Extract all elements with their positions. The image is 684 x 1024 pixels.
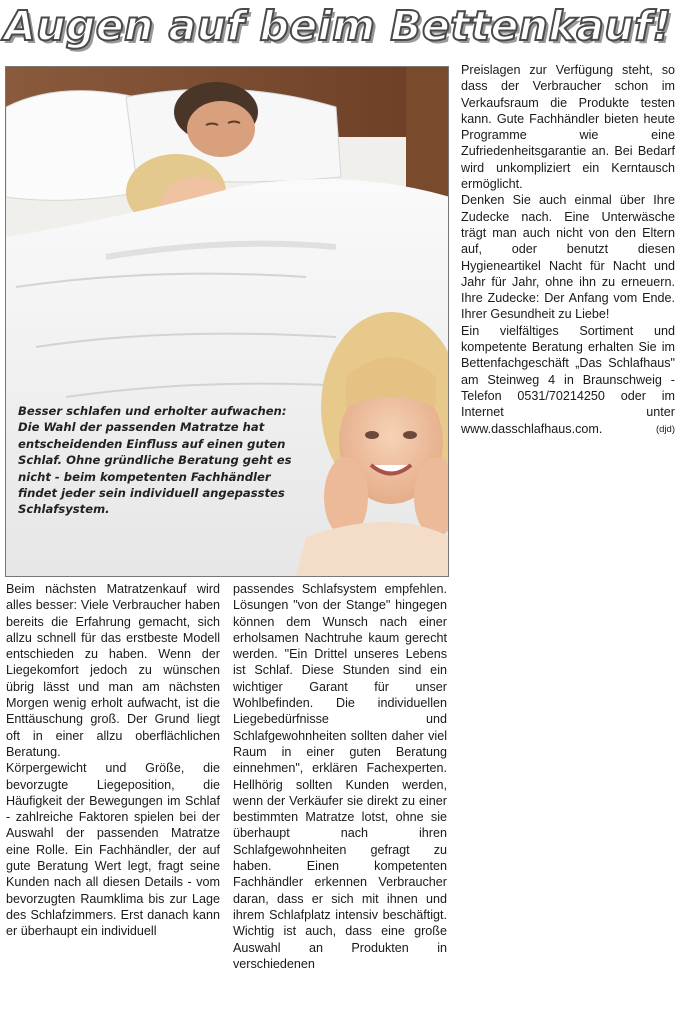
article-paragraph: Preislagen zur Verfügung steht, so dass der Verbraucher schon im Verkaufsraum die Produkte testen kann. Gute Fachhändler bieten heute Programme wie eine Zufriedenheitsgarantie an. Bei Bedarf wird unkompliziert ein Kerntausch ermöglicht. <box>461 63 675 192</box>
article-signature: (djd) <box>655 423 675 435</box>
article-paragraph: Körpergewicht und Größe, die bevorzugte Liegeposition, die Häufigkeit der Bewegungen im Schlaf - zahlreiche Faktoren spielen bei der Auswahl der passenden Matratze eine Rolle. Ein Fachhändler, der auf gute Beratung Wert legt, fragt seine Kunden nach all diesen Details - vom bevorzugten Raumklima bis zur Lage des Schlafzimmers. Erst danach kann er überhaupt ein individuell <box>6 761 220 939</box>
article-column-right <box>461 62 675 438</box>
article-column-left <box>6 581 220 940</box>
article-paragraph <box>461 323 675 437</box>
article-paragraph: passendes Schlafsystem empfehlen. Lösungen "von der Stange" hingegen können dem Wunsch nach einer erholsamen Nachtruhe kaum gerecht werden. "Ein Drittel unseres Lebens ist Schlaf. Diese Stunden sind ein wichtiger Garant für unser Wohlbefinden. Die individuellen Liegebedürfnisse und Schlafgewohnheiten sollten daher viel Raum in einer guten Beratung einnehmen", erklären Fachexperten. Hellhörig sollten Kunden werden, wenn der Verkäufer sie direkt zu einer bestimmten Matratze lotst, ohne sie überhaupt nach ihren Schlafgewohnheiten gefragt zu haben. Einen kompetenten Fachhändler erkennen Verbraucher daran, dass er sich mit ihnen und ihrem Schlafplatz intensiv beschäftigt. Wichtig ist auch, dass eine große Auswahl an Produkten in verschiedenen <box>233 582 447 971</box>
article-paragraph: Beim nächsten Matratzenkauf wird alles besser: Viele Verbraucher haben bereits die Erfahrung gemacht, sich allzu schnell für das erstbeste Modell entschieden zu haben. Wenn der Liegekomfort jedoch zu wünschen übrig lässt und man am nächsten Morgen wenig erholt aufwacht, ist die Enttäuschung groß. Der Grund liegt oft in einer allzu oberflächlichen Beratung. <box>6 582 220 759</box>
article-photo <box>5 66 449 577</box>
article-column-middle <box>233 581 447 972</box>
article-contact-text: Ein vielfältiges Sortiment und kompetente Beratung erhalten Sie im Bettenfachgeschäft „Das Schlafhaus" am Steinweg 4 in Braunschweig - Telefon 0531/70214250 oder im Internet unter www.dasschlafhaus.com. <box>461 323 675 436</box>
headline: Augen auf beim Bettenkauf! <box>4 2 672 50</box>
article-paragraph: Denken Sie auch einmal über Ihre Zudecke nach. Eine Unterwäsche trägt man auch nicht von den Eltern auf, oder benutzt diesen Hygieneartikel Nacht für Nacht und Jahr für Jahr, ohne ihn zu erneuern. Ihre Zudecke: Der Anfang vom Ende. Ihrer Gesundheit zu Liebe! <box>461 193 675 322</box>
photo-caption <box>18 403 298 518</box>
photo-caption-text: Besser schlafen und erholter aufwachen: Die Wahl der passenden Matratze hat entscheidenden Einfluss auf einen guten Schlaf. Ohne gründliche Beratung geht es nicht - beim kompetenten Fachhändler findet jeder sein individuell angepasstes Schlafsystem. <box>18 404 292 517</box>
